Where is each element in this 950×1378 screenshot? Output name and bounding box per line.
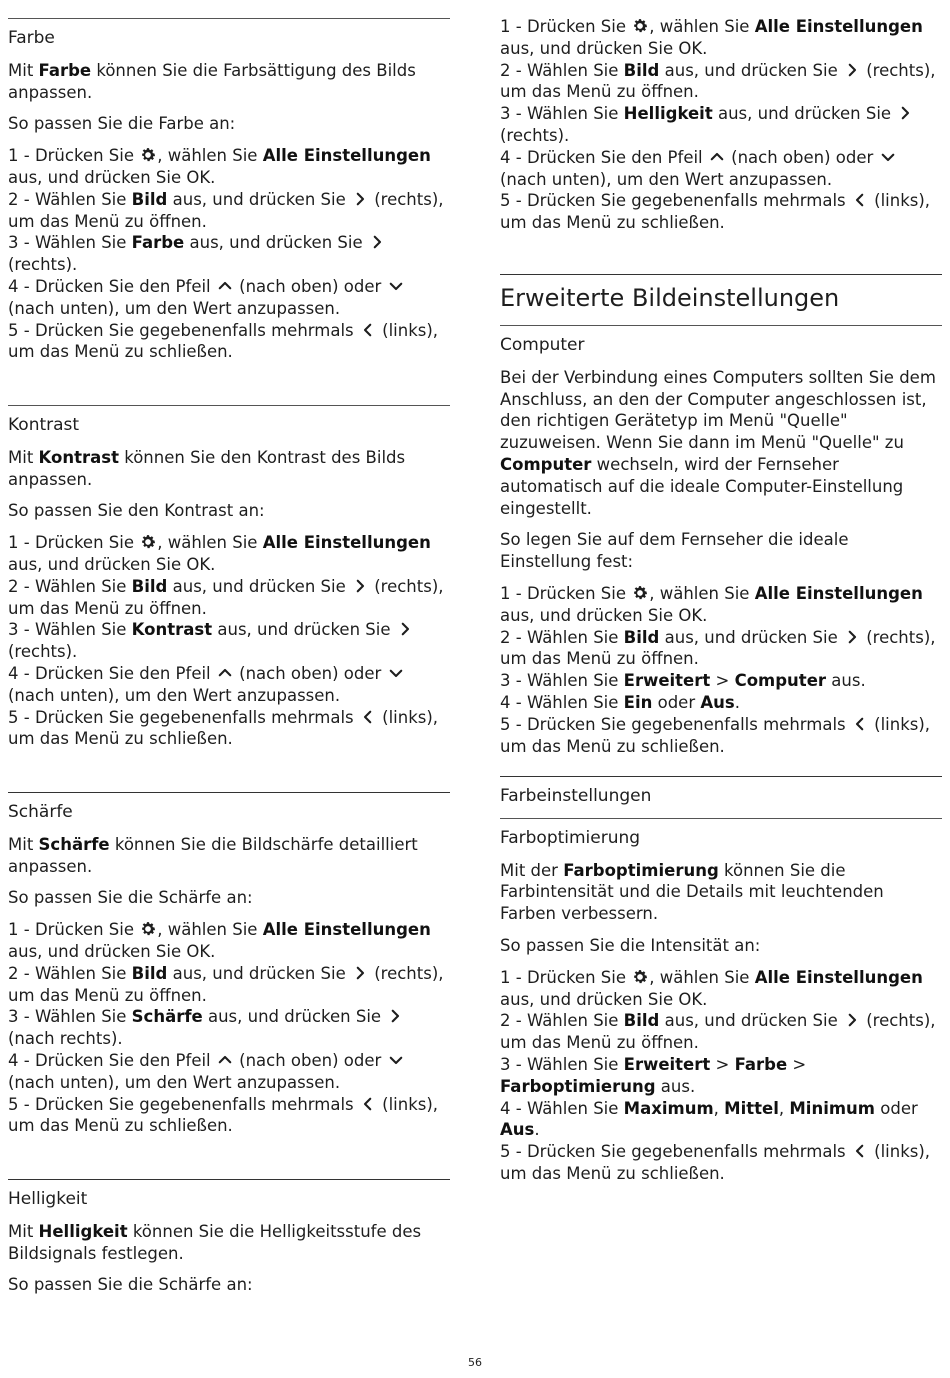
chevron-right-icon [351,964,369,982]
chevron-left-icon [359,321,377,339]
section-title: Farbeinstellungen [500,786,652,806]
step-3: 3 - Wählen Sie Schärfe aus, und drücken Sie (nach rechts). [8,1006,450,1050]
chevron-left-icon [851,1142,869,1160]
intro-text: Mit Helligkeit können Sie die Helligkeitsstufe des Bildsignals festlegen. [8,1221,422,1263]
chevron-right-icon [843,1011,861,1029]
gear-icon [139,533,157,551]
step-5: 5 - Drücken Sie gegebenenfalls mehrmals (links), um das Menü zu schließen. [500,1142,931,1183]
section-divider [8,405,450,406]
page-number: 56 [468,1356,482,1369]
howto-text: So passen Sie die Schärfe an: [8,1275,253,1295]
section-farbeinstellungen [500,776,942,1185]
step-4: 4 - Drücken Sie den Pfeil (nach oben) oder (nach unten), um den Wert anzupassen. [8,1050,450,1094]
chevron-right-icon [368,233,386,251]
step-5: 5 - Drücken Sie gegebenenfalls mehrmals (links), um das Menü zu schließen. [8,320,439,362]
chevron-down-icon [879,148,897,166]
gear-icon [139,146,157,164]
chevron-left-icon [851,191,869,209]
step-1: 1 - Drücken Sie , wählen Sie Alle Einstellungen aus, und drücken Sie OK. [8,533,431,574]
step-4: 4 - Drücken Sie den Pfeil (nach oben) oder (nach unten), um den Wert anzupassen. [8,663,450,707]
step-5: 5 - Drücken Sie gegebenenfalls mehrmals (links), um das Menü zu schließen. [8,707,439,749]
chevron-right-icon [396,620,414,638]
step-2: 2 - Wählen Sie Bild aus, und drücken Sie (rechts), um das Menü zu öffnen. [500,627,936,669]
step-1: 1 - Drücken Sie , wählen Sie Alle Einstellungen aus, und drücken Sie OK. [500,17,923,58]
chevron-right-icon [843,61,861,79]
chevron-right-icon [843,628,861,646]
step-2: 2 - Wählen Sie Bild aus, und drücken Sie (rechts), um das Menü zu öffnen. [500,60,936,102]
section-schaerfe [8,792,450,1137]
step-list [500,583,942,757]
section-helligkeit-steps [500,16,942,234]
chevron-up-icon [216,664,234,682]
step-2: 2 - Wählen Sie Bild aus, und drücken Sie (rechts), um das Menü zu öffnen. [8,576,444,618]
step-5: 5 - Drücken Sie gegebenenfalls mehrmals (links), um das Menü zu schließen. [500,714,931,756]
step-list [8,145,450,363]
step-4: 4 - Drücken Sie den Pfeil (nach oben) oder (nach unten), um den Wert anzupassen. [8,276,450,320]
chevron-right-icon [351,577,369,595]
section-divider [500,818,942,819]
section-title: Farbe [8,28,55,48]
section-divider [500,325,942,326]
howto-text: So passen Sie die Schärfe an: [8,888,253,908]
howto-text: So passen Sie die Intensität an: [500,935,761,955]
section-farbe [8,18,450,363]
step-2: 2 - Wählen Sie Bild aus, und drücken Sie (rechts), um das Menü zu öffnen. [8,189,444,231]
intro-text: Mit Farbe können Sie die Farbsättigung des Bilds anpassen. [8,60,416,102]
gear-icon [631,968,649,986]
chevron-down-icon [387,664,405,682]
step-3: 3 - Wählen Sie Erweitert > Computer aus. [500,671,866,691]
step-list [8,919,450,1137]
step-list [500,967,942,1185]
chevron-right-icon [896,104,914,122]
gear-icon [631,17,649,35]
step-5: 5 - Drücken Sie gegebenenfalls mehrmals (links), um das Menü zu schließen. [500,191,931,233]
chevron-right-icon [386,1007,404,1025]
section-helligkeit [8,1179,450,1306]
howto-text: So passen Sie die Farbe an: [8,114,236,134]
intro-text: Mit Schärfe können Sie die Bildschärfe detailliert anpassen. [8,834,418,876]
gear-icon [631,584,649,602]
chevron-up-icon [216,277,234,295]
step-3: 3 - Wählen Sie Erweitert > Farbe > Farboptimierung aus. [500,1054,807,1096]
step-3: 3 - Wählen Sie Helligkeit aus, und drücken Sie (rechts). [500,103,942,147]
step-1: 1 - Drücken Sie , wählen Sie Alle Einstellungen aus, und drücken Sie OK. [8,146,431,187]
step-1: 1 - Drücken Sie , wählen Sie Alle Einstellungen aus, und drücken Sie OK. [8,920,431,961]
chevron-down-icon [387,277,405,295]
intro-text: Mit Kontrast können Sie den Kontrast des Bilds anpassen. [8,447,406,489]
section-divider [8,18,450,19]
intro-text: Bei der Verbindung eines Computers sollten Sie dem Anschluss, an den der Computer angeschlossen ist, den richtigen Gerätetyp im Menü "Quelle" zuzuweisen. Wenn Sie dann im Menü "Quelle" zu Computer wechseln, wird der Fernseher automatisch auf die ideale Computer-Einstellung eingestellt. [500,367,936,518]
chevron-left-icon [359,1095,377,1113]
section-divider [8,792,450,793]
section-erweiterte-bildeinstellungen [500,274,942,757]
step-2: 2 - Wählen Sie Bild aus, und drücken Sie (rechts), um das Menü zu öffnen. [500,1011,936,1053]
step-4: 4 - Wählen Sie Ein oder Aus. [500,692,740,712]
chevron-left-icon [359,708,377,726]
howto-text: So legen Sie auf dem Fernseher die ideale Einstellung fest: [500,530,849,572]
section-divider [8,1179,450,1180]
intro-text: Mit der Farboptimierung können Sie die Farbintensität und die Details mit leuchtenden Farben verbessern. [500,860,884,924]
step-3: 3 - Wählen Sie Farbe aus, und drücken Sie (rechts). [8,232,450,276]
step-list [500,16,942,234]
step-5: 5 - Drücken Sie gegebenenfalls mehrmals (links), um das Menü zu schließen. [8,1094,439,1136]
section-divider [500,274,942,275]
chevron-left-icon [851,715,869,733]
step-4: 4 - Drücken Sie den Pfeil (nach oben) oder (nach unten), um den Wert anzupassen. [500,147,942,191]
subsection-title: Farboptimierung [500,827,641,848]
howto-text: So passen Sie den Kontrast an: [8,501,265,521]
step-1: 1 - Drücken Sie , wählen Sie Alle Einstellungen aus, und drücken Sie OK. [500,967,923,1009]
step-4: 4 - Wählen Sie Maximum, Mittel, Minimum oder Aus. [500,1098,918,1140]
section-title: Computer [500,335,585,355]
step-1: 1 - Drücken Sie , wählen Sie Alle Einstellungen aus, und drücken Sie OK. [500,583,923,625]
gear-icon [139,920,157,938]
section-divider [500,776,942,777]
chevron-up-icon [708,148,726,166]
section-title: Kontrast [8,415,80,435]
chevron-up-icon [216,1051,234,1069]
chevron-down-icon [387,1051,405,1069]
chevron-right-icon [351,190,369,208]
section-title: Helligkeit [8,1189,88,1209]
step-list [8,532,450,750]
section-kontrast [8,405,450,750]
step-2: 2 - Wählen Sie Bild aus, und drücken Sie (rechts), um das Menü zu öffnen. [8,963,444,1005]
chapter-heading: Erweiterte Bildeinstellungen [500,284,840,312]
step-3: 3 - Wählen Sie Kontrast aus, und drücken Sie (rechts). [8,619,450,663]
section-title: Schärfe [8,802,73,822]
